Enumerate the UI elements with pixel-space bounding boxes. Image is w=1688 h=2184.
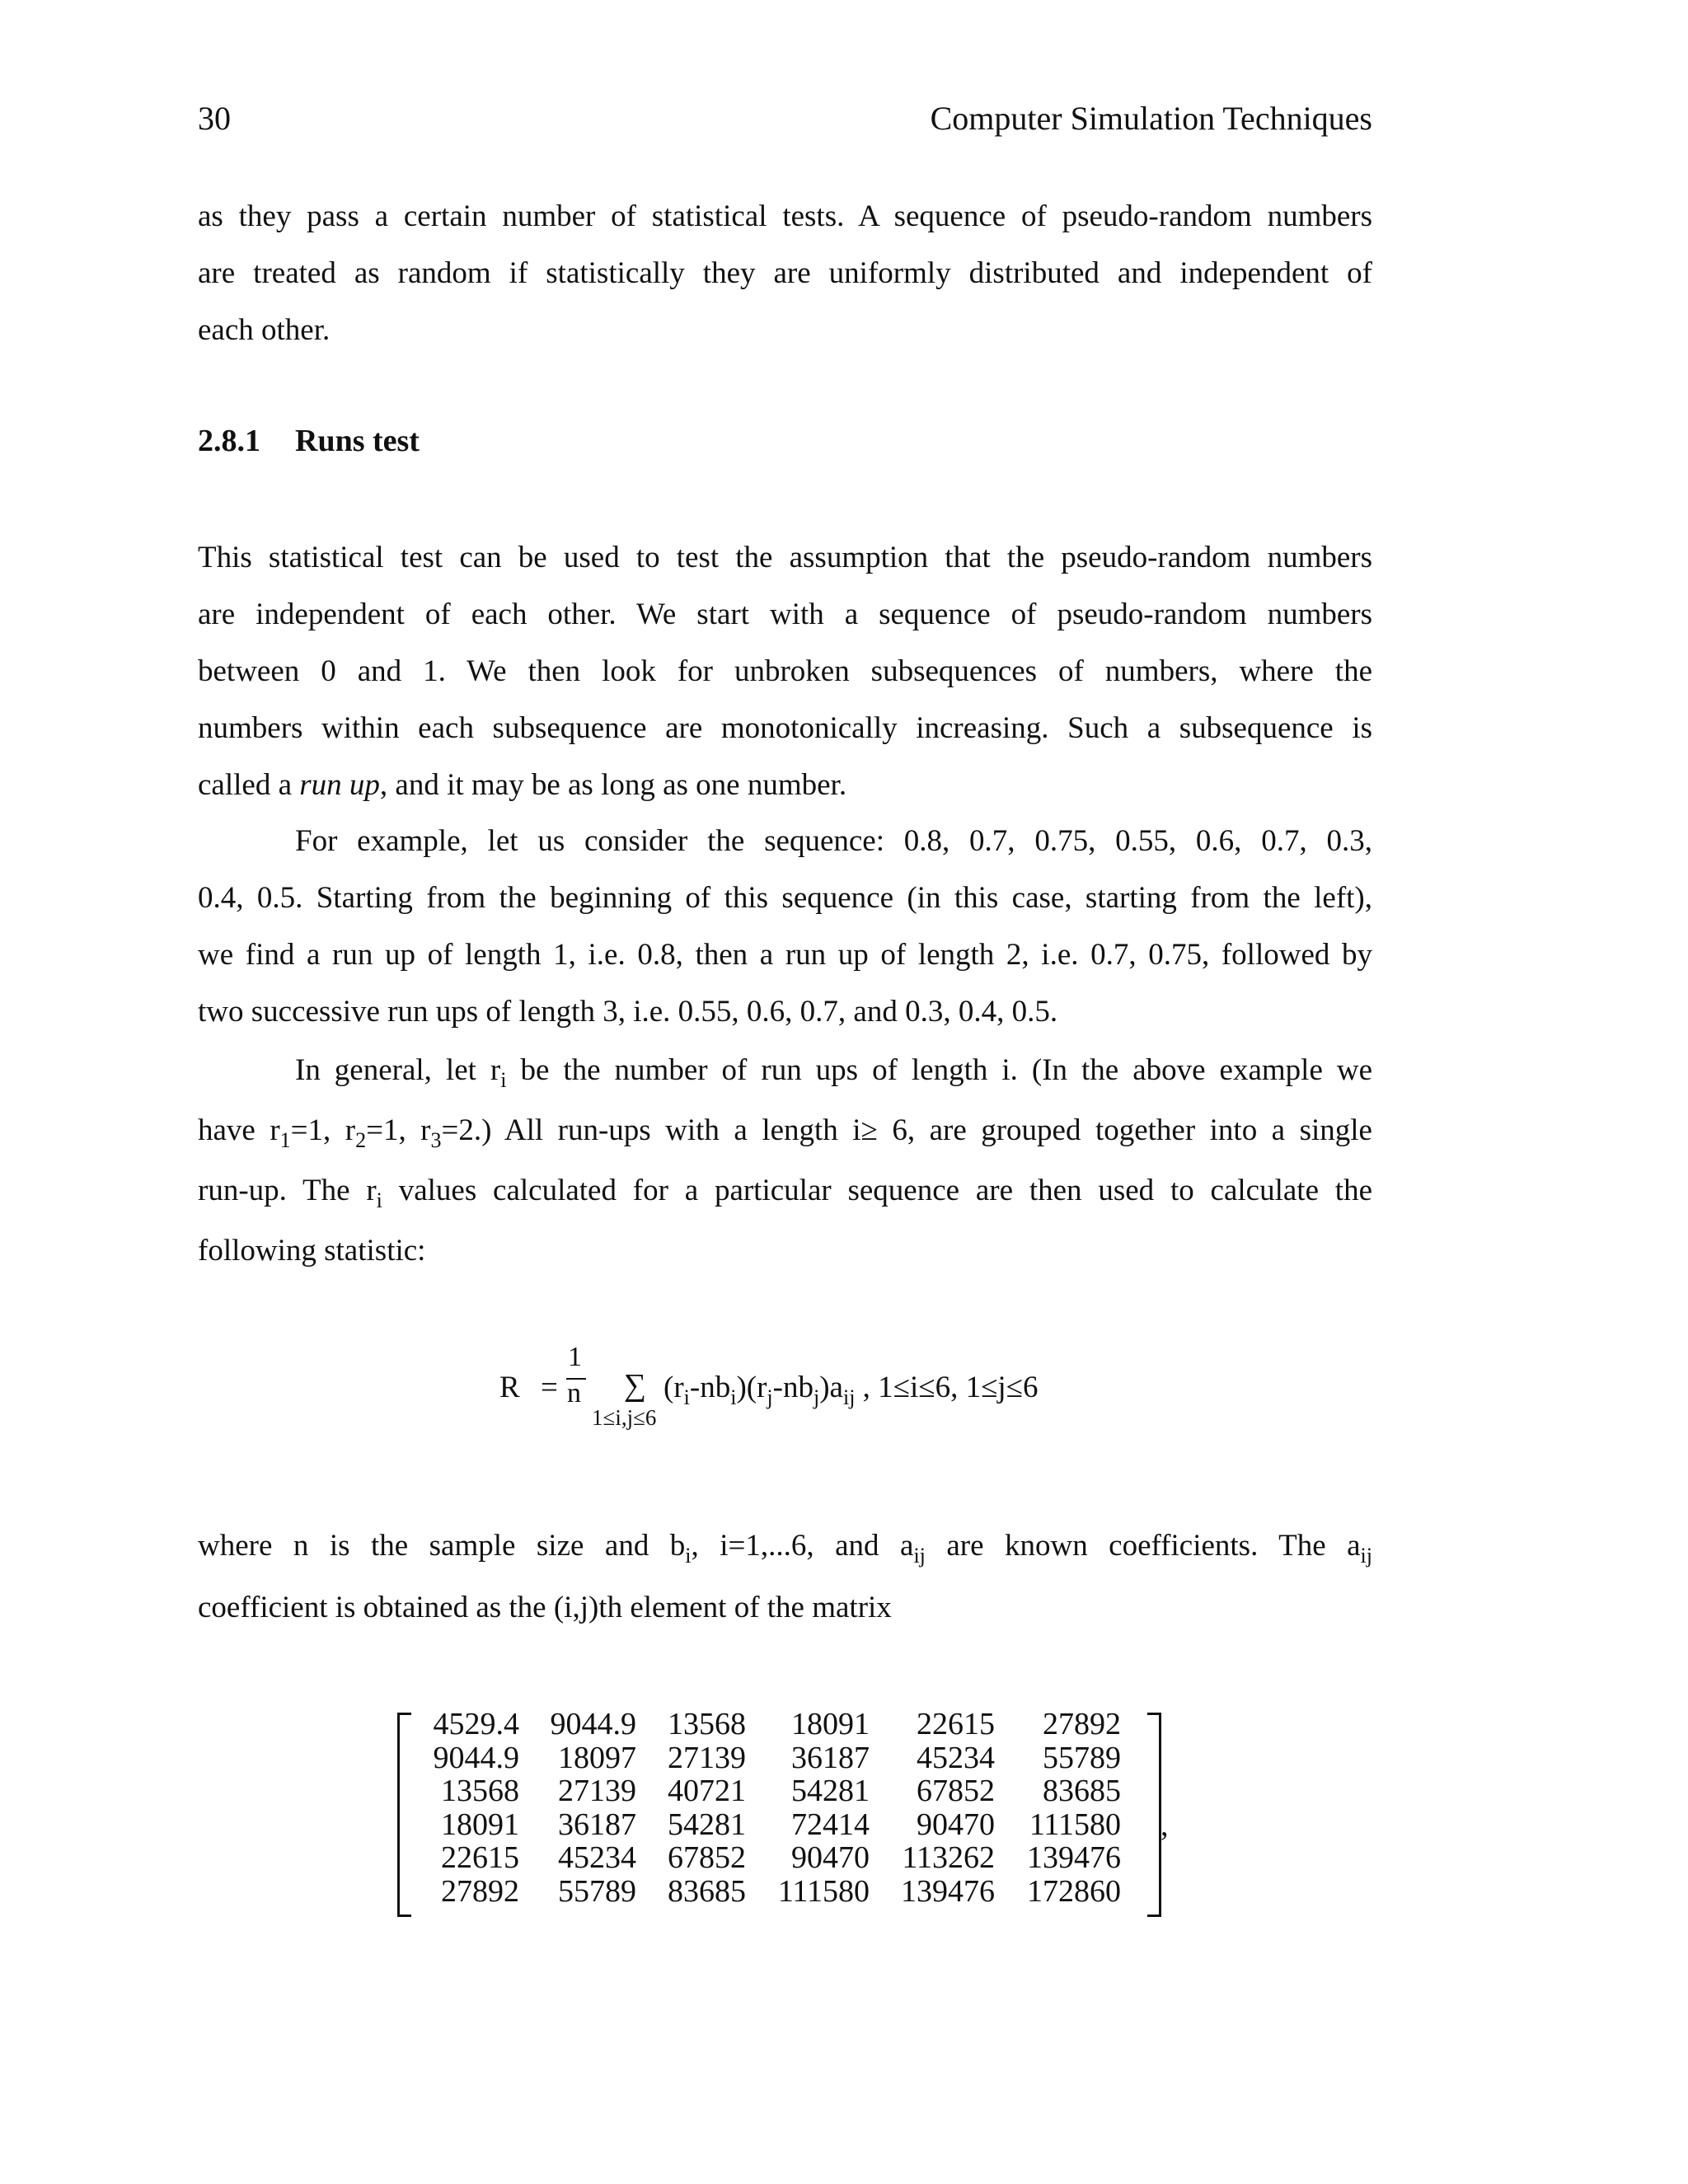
coefficient-matrix [397,1707,1189,1915]
text-line: two successive run ups of length 3, i.e. 0.55, 0.6, 0.7, and 0.3, 0.4, 0.5. [198,995,1058,1029]
formula-equals: = [541,1371,558,1404]
intro-paragraph [198,188,1372,359]
matrix-row [430,1808,1121,1842]
matrix-cell: 83685 [1043,1774,1121,1809]
matrix-left-bracket [397,1713,411,1917]
matrix-row [430,1741,1121,1775]
matrix-cell: 36187 [558,1807,636,1842]
text-line: numbers within each subsequence are monotonically increasing. Such a subsequence is [198,711,1372,745]
matrix-row [430,1841,1121,1875]
matrix-cell: 90470 [917,1807,995,1842]
fraction-numerator: 1 [568,1342,582,1372]
matrix-cell: 172860 [1027,1873,1121,1909]
matrix-cell: 83685 [668,1873,746,1909]
matrix-cell: 13568 [668,1707,746,1742]
section-number: 2.8.1 [198,424,260,458]
text-line: run-up. The $r_i$ values calculated for a particular sequence are then used to calculate the [198,1174,1372,1212]
section-heading [198,416,420,466]
matrix-cell: 139476 [1027,1840,1121,1876]
matrix-cell: 111580 [1029,1807,1121,1842]
matrix-cell: 67852 [668,1840,746,1876]
matrix-cell: 54281 [668,1807,746,1842]
example-paragraph [198,813,1372,1040]
matrix-cell: 54281 [791,1774,870,1809]
matrix-cell: 18091 [441,1807,519,1842]
running-title: Computer Simulation Techniques [930,100,1372,137]
text-line: where n is the sample size and $b_i$, i=1,...6, and $a_{ij}$ are known coefficients. The $a_{ij}$ [198,1529,1372,1568]
text-line: called a run up, and it may be as long as one number. [198,768,847,802]
matrix-cell: 22615 [441,1840,519,1876]
text-line: as they pass a certain number of statistical tests. A sequence of pseudo-random numbers [198,199,1372,233]
text-line: 0.4, 0.5. Starting from the beginning of this sequence (in this case, starting from the left), [198,881,1372,915]
summand: $(r_i-nb_i)(r_j-nb_j)a_{ij}$ , 1≤i≤6, 1≤j≤6 [663,1371,1039,1409]
matrix-cell: 72414 [791,1807,870,1842]
general-paragraph [198,1040,1372,1281]
matrix-cell: 27139 [558,1774,636,1809]
runs-test-paragraph [198,529,1372,813]
text-line: each other. [198,313,331,347]
matrix-cell: 27139 [668,1740,746,1775]
text-line: This statistical test can be used to test the assumption that the pseudo-random numbers [198,541,1372,574]
section-title: Runs test [295,424,420,458]
italic-term: run up [299,768,380,802]
matrix-cell: 55789 [1043,1740,1121,1775]
matrix-cell: 111580 [777,1873,870,1909]
summation-range: 1≤i,j≤6 [592,1405,657,1430]
matrix-cell: 45234 [917,1740,995,1775]
text-line: between 0 and 1. We then look for unbroken subsequences of numbers, where the [198,654,1372,688]
matrix-grid [430,1708,1121,1908]
text-line: have $r_1=1$, $r_2=1$, $r_3=2$.) All run-ups with a length i≥ 6, are grouped together into a single [198,1113,1372,1152]
matrix-row [430,1774,1121,1808]
matrix-cell: 90470 [791,1840,870,1876]
matrix-cell: 40721 [668,1774,746,1809]
text-line: coefficient is obtained as the (i,j)th element of the matrix [198,1591,892,1624]
text-line: are independent of each other. We start with a sequence of pseudo-random numbers [198,598,1372,631]
matrix-cell: 27892 [441,1873,519,1909]
matrix-cell: 113262 [902,1840,995,1876]
matrix-cell: 67852 [917,1774,995,1809]
formula-lhs: R [499,1371,520,1404]
matrix-row [430,1708,1121,1741]
matrix-cell: 139476 [901,1873,995,1909]
text-line: following statistic: [198,1234,426,1268]
matrix-row [430,1875,1121,1909]
matrix-cell: 55789 [558,1873,636,1909]
matrix-cell: 13568 [441,1774,519,1809]
page-number: 30 [198,100,231,137]
matrix-cell: 45234 [558,1840,636,1876]
matrix-right-bracket [1147,1713,1161,1917]
text-line: we find a run up of length 1, i.e. 0.8, then a run up of length 2, i.e. 0.7, 0.75, followed by [198,938,1372,972]
text-line: In general, let $r_i$ be the number of run ups of length i. (In the above example we [295,1053,1372,1092]
matrix-cell: 4529.4 [433,1707,519,1742]
matrix-cell: 18097 [558,1740,636,1775]
fraction-denominator: n [567,1378,581,1408]
text-line: For example, let us consider the sequence: 0.8, 0.7, 0.75, 0.55, 0.6, 0.7, 0.3, [295,824,1372,858]
text-line: are treated as random if statistically they are uniformly distributed and independent of [198,256,1372,290]
matrix-cell: 22615 [917,1707,995,1742]
matrix-cell: 9044.9 [550,1707,636,1742]
summation-sign: ∑ [624,1368,647,1403]
matrix-cell: 18091 [791,1707,870,1742]
matrix-cell: 27892 [1043,1707,1121,1742]
matrix-trailing-comma: , [1160,1808,1169,1843]
coefficients-paragraph [198,1515,1372,1638]
matrix-cell: 9044.9 [433,1740,519,1775]
matrix-cell: 36187 [791,1740,870,1775]
